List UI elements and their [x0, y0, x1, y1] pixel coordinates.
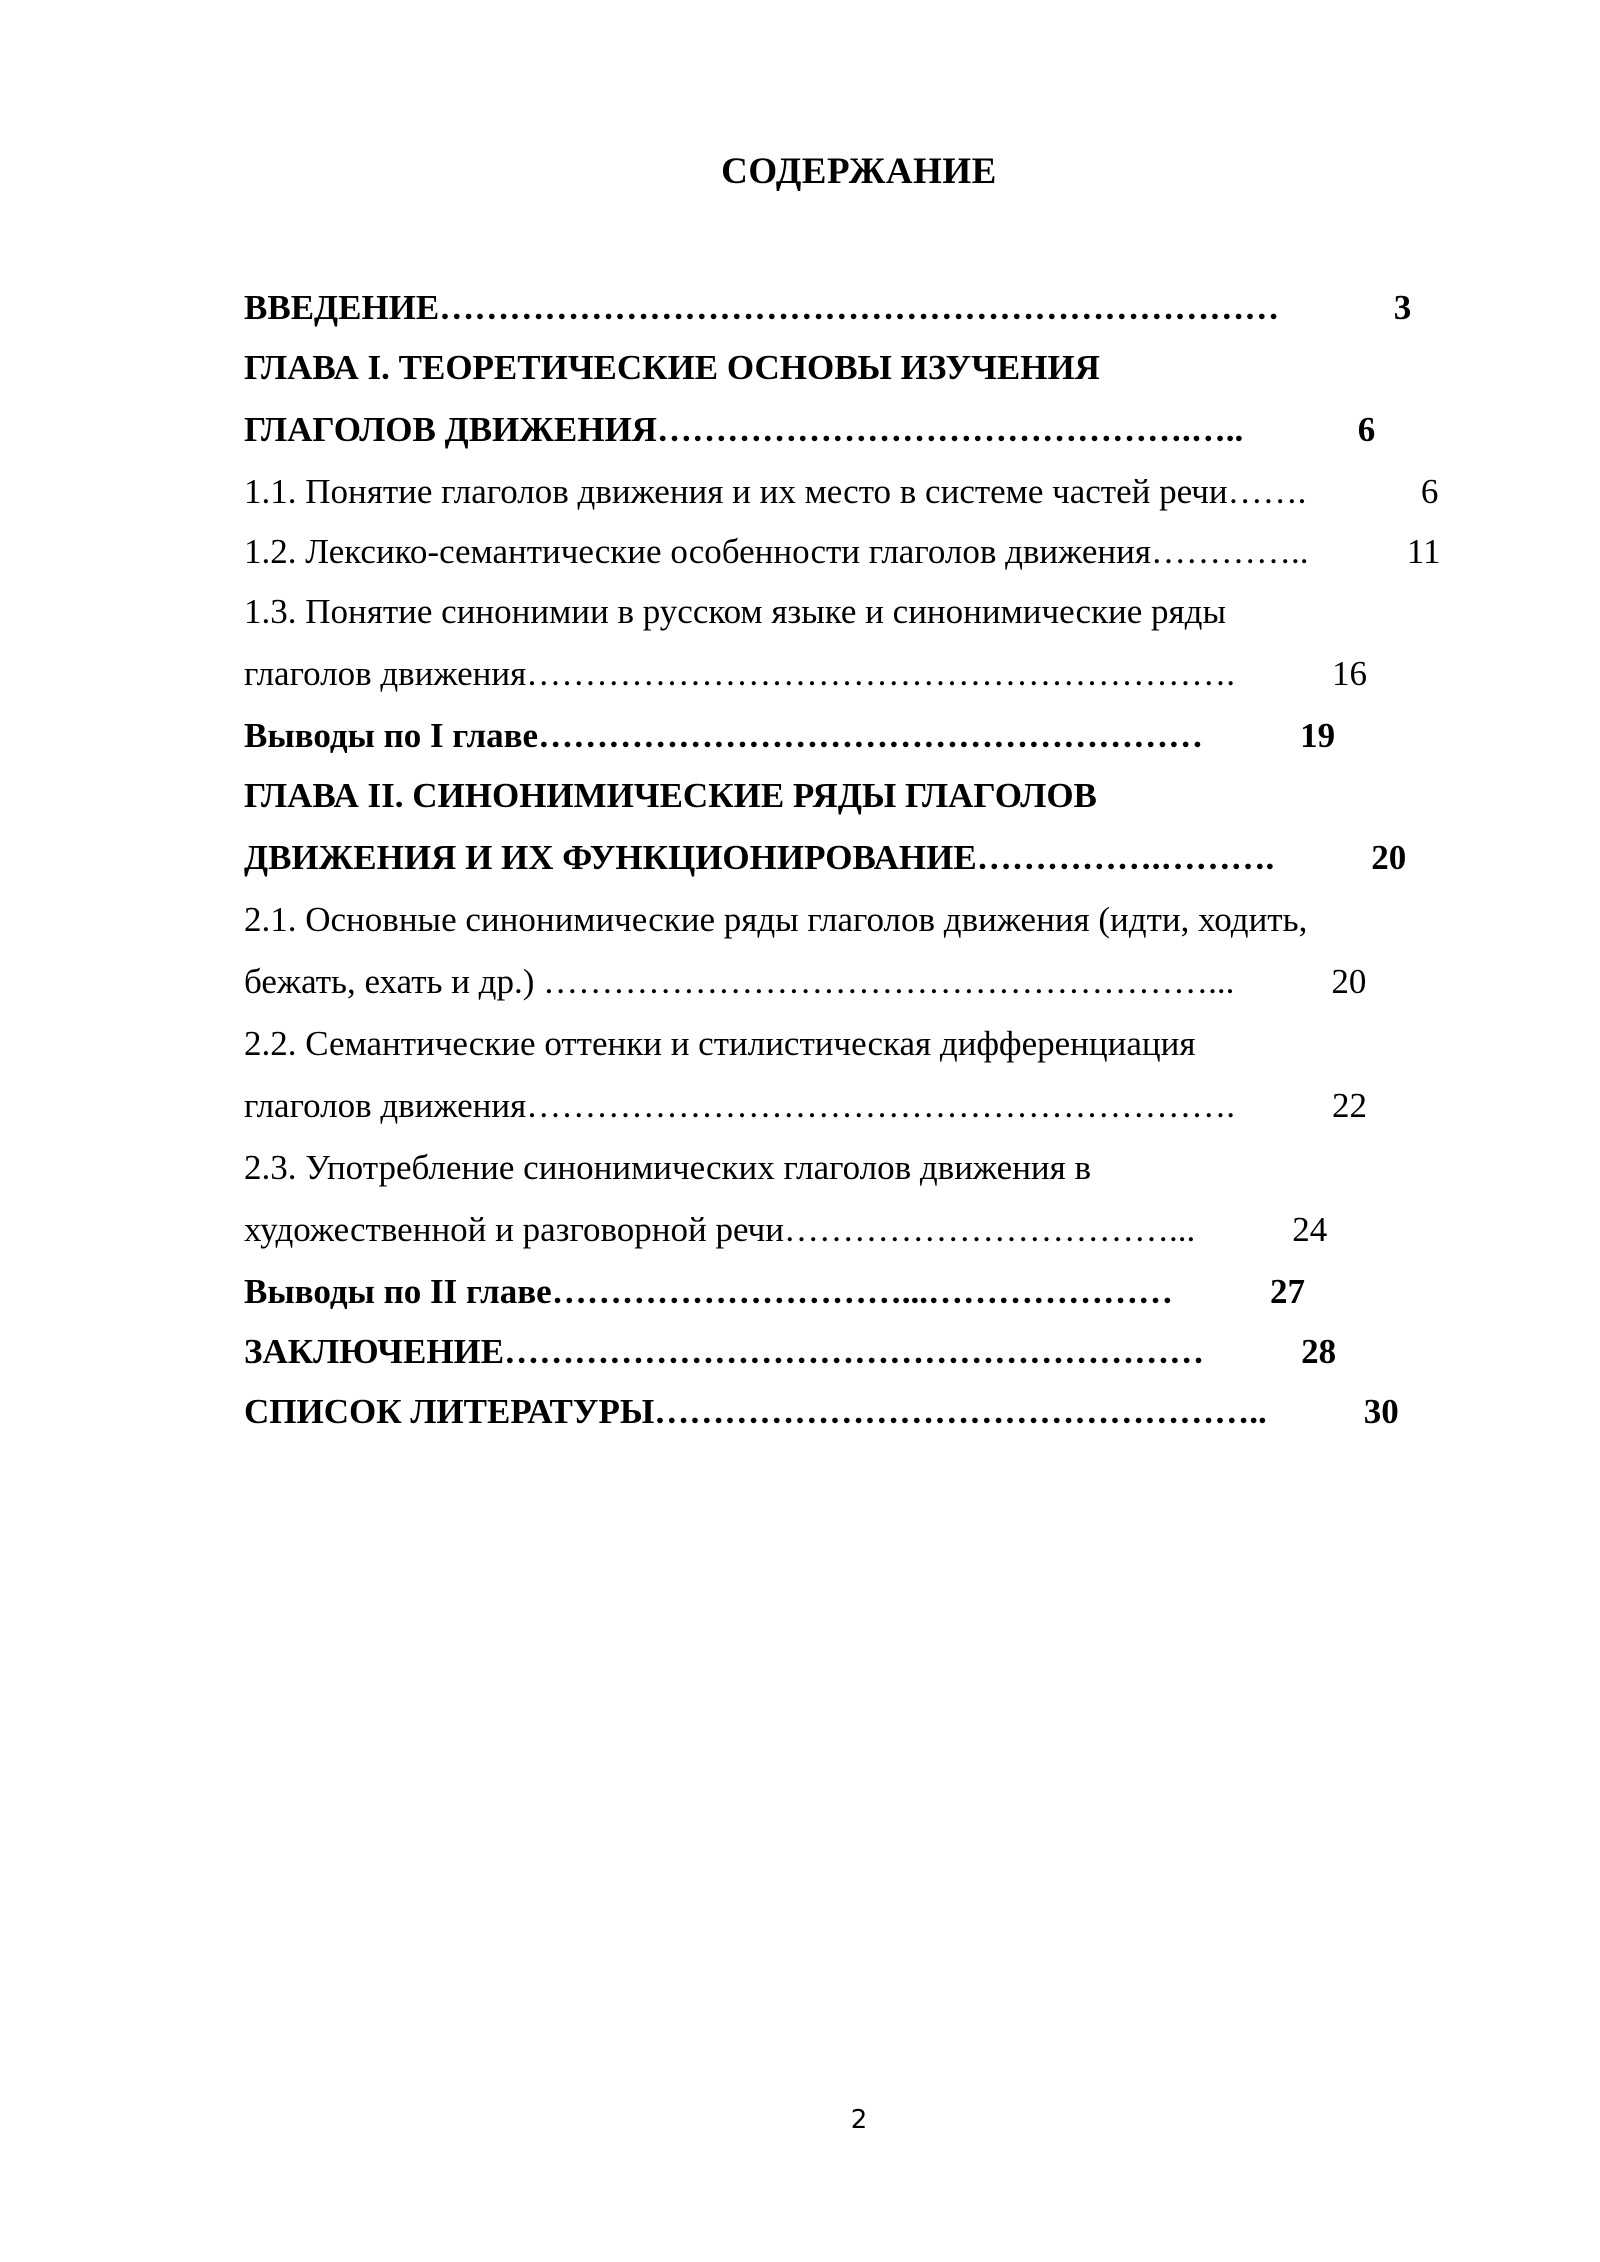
toc-entry-chapter-2-line-2[interactable] [244, 826, 1486, 890]
toc-entry-page: 11 [1406, 532, 1441, 571]
toc-entry-text: художественной и разговорной речи……………………………... [244, 1210, 1196, 1249]
toc-entry-section-2-2-line-1[interactable] [244, 1014, 1486, 1074]
toc-entry-text: 2.3. Употребление синонимических глаголов движения в [244, 1148, 1092, 1187]
toc-entry-chapter-1-line-2[interactable] [244, 398, 1486, 462]
toc-entry-page: 3 [1393, 288, 1412, 327]
toc-entry-introduction[interactable] [244, 278, 1486, 338]
toc-entry-chapter-2-line-1[interactable] [244, 766, 1486, 826]
toc-entry-text: ГЛАВА I. ТЕОРЕТИЧЕСКИЕ ОСНОВЫ ИЗУЧЕНИЯ [244, 348, 1100, 387]
page-number: 2 [850, 2105, 868, 2135]
toc-entry-page: 16 [1331, 654, 1367, 693]
toc-entry-conclusion[interactable] [244, 1322, 1486, 1382]
toc-entry-text: 2.2. Семантические оттенки и стилистическая дифференциация [244, 1024, 1196, 1063]
toc-heading: СОДЕРЖАНИЕ [721, 151, 997, 192]
toc-entry-text: глаголов движения……………………………………………………. [244, 1086, 1235, 1125]
toc-entry-text: Выводы по II главе…………………………...………………… [244, 1272, 1173, 1311]
toc-entry-page: 28 [1301, 1332, 1337, 1371]
toc-entry-text: СПИСОК ЛИТЕРАТУРЫ…………………………………………….. [244, 1392, 1267, 1431]
toc-entry-page: 27 [1269, 1272, 1305, 1311]
toc-entry-text: бежать, ехать и др.) …………………………………………………... [244, 962, 1235, 1001]
toc-entry-section-1-1[interactable] [244, 462, 1486, 522]
toc-entry-section-1-2[interactable] [244, 522, 1486, 582]
toc-entry-page: 6 [1357, 410, 1376, 449]
toc-entry-text: ВВЕДЕНИЕ……………………………………………………………… [244, 288, 1280, 327]
toc-entry-page: 20 [1331, 962, 1367, 1001]
toc-entry-section-2-1-line-1[interactable] [244, 890, 1486, 950]
toc-entry-conclusions-chapter-2[interactable] [244, 1262, 1486, 1322]
toc-entry-text: ГЛАГОЛОВ ДВИЖЕНИЯ……………………………………….….. [244, 410, 1244, 449]
toc-entry-text: ЗАКЛЮЧЕНИЕ…………………………………………………… [244, 1332, 1205, 1371]
toc-entry-section-2-2-line-2[interactable] [244, 1074, 1486, 1138]
toc-entry-text: глаголов движения……………………………………………………. [244, 654, 1235, 693]
toc-entry-page: 30 [1363, 1392, 1399, 1431]
toc-entry-section-2-3-line-2[interactable] [244, 1198, 1486, 1262]
table-of-contents [244, 278, 1486, 1442]
toc-entry-conclusions-chapter-1[interactable] [244, 706, 1486, 766]
toc-entry-text: 1.3. Понятие синонимии в русском языке и синонимические ряды [244, 592, 1226, 631]
toc-entry-page: 22 [1331, 1086, 1367, 1125]
toc-entry-page: 19 [1300, 716, 1336, 755]
toc-entry-text: ДВИЖЕНИЯ И ИХ ФУНКЦИОНИРОВАНИЕ…………….………. [244, 838, 1275, 877]
toc-entry-section-1-3-line-2[interactable] [244, 642, 1486, 706]
toc-entry-references[interactable] [244, 1382, 1486, 1442]
toc-entry-text: Выводы по I главе………………………………………………… [244, 716, 1204, 755]
toc-entry-section-2-1-line-2[interactable] [244, 950, 1486, 1014]
toc-entry-chapter-1-line-1[interactable] [244, 338, 1486, 398]
toc-entry-page: 6 [1420, 472, 1439, 511]
toc-entry-text: ГЛАВА II. СИНОНИМИЧЕСКИЕ РЯДЫ ГЛАГОЛОВ [244, 776, 1097, 815]
toc-entry-section-2-3-line-1[interactable] [244, 1138, 1486, 1198]
toc-entry-text: 1.2. Лексико-семантические особенности глаголов движения………….. [244, 532, 1309, 571]
toc-entry-section-1-3-line-1[interactable] [244, 582, 1486, 642]
toc-entry-text: 1.1. Понятие глаголов движения и их место в системе частей речи……. [244, 472, 1307, 511]
toc-entry-page: 20 [1371, 838, 1407, 877]
toc-entry-text: 2.1. Основные синонимические ряды глаголов движения (идти, ходить, [244, 900, 1308, 939]
toc-entry-page: 24 [1292, 1210, 1328, 1249]
